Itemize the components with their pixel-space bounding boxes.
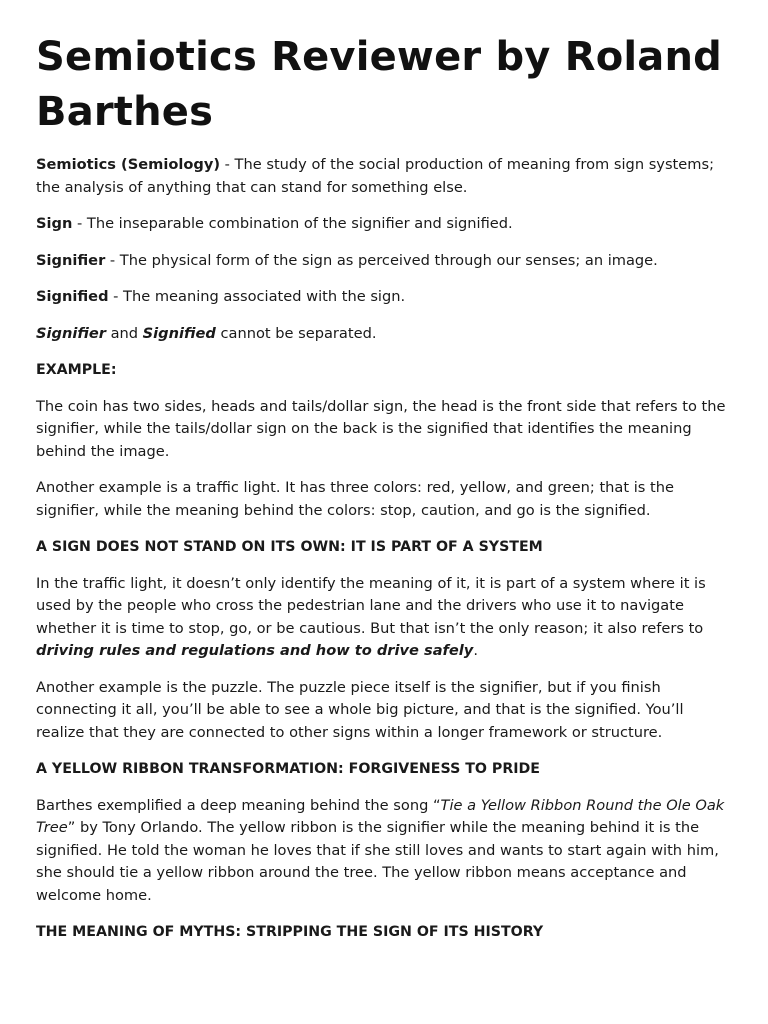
connector-text: and bbox=[105, 324, 143, 342]
myths-heading: THE MEANING OF MYTHS: STRIPPING THE SIGN OF ITS HISTORY bbox=[36, 924, 544, 940]
inseparable-statement bbox=[36, 323, 736, 346]
statement-rest: cannot be separated. bbox=[215, 324, 377, 342]
example-heading: EXAMPLE: bbox=[36, 362, 117, 378]
system-text: In the traffic light, it doesn’t only identify the meaning of it, it is part of a system where it is used by the people who cross the pedestrian lane and the drivers who use it to navigate whether it is time to stop, go, or be cautious. But that isn’t the only reason; it also refers to bbox=[36, 574, 706, 637]
definition-semiotics bbox=[36, 154, 736, 199]
definition-signified bbox=[36, 286, 736, 309]
definition-text: - The physical form of the sign as perceived through our senses; an image. bbox=[105, 251, 658, 269]
document-page bbox=[36, 30, 736, 958]
coin-paragraph: The coin has two sides, heads and tails/dollar sign, the head is the front side that refers to the signifier, while the tails/dollar sign on the back is the signified that identifies the meaning behind the image. bbox=[36, 397, 726, 460]
definition-text: - The meaning associated with the sign. bbox=[108, 288, 406, 305]
definition-signifier bbox=[36, 250, 736, 273]
song-title: Tie a Yellow Ribbon Round the Ole Oak Tree bbox=[36, 796, 725, 836]
definition-term: Semiotics (Semiology) bbox=[36, 156, 221, 173]
system-end: . bbox=[473, 642, 478, 659]
term-signifier: Signifier bbox=[36, 324, 106, 342]
definition-term: Signified bbox=[36, 288, 109, 305]
ribbon-paragraph bbox=[36, 795, 736, 908]
definition-term: Sign bbox=[36, 215, 73, 232]
definition-text: - The study of the social production of meaning from sign systems; the analysis of anything that can stand for something else. bbox=[36, 156, 714, 196]
page-title: Semiotics Reviewer by Roland Barthes bbox=[36, 34, 722, 135]
definition-sign bbox=[36, 213, 736, 236]
traffic-light-paragraph: Another example is a traffic light. It has three colors: red, yellow, and green; that is the signifier, while the meaning behind the colors: stop, caution, and go is the signified. bbox=[36, 479, 674, 519]
ribbon-heading: A YELLOW RIBBON TRANSFORMATION: FORGIVENESS TO PRIDE bbox=[36, 761, 540, 777]
ribbon-text-before: Barthes exemplified a deep meaning behind the song “ bbox=[36, 796, 441, 814]
definition-term: Signifier bbox=[36, 251, 106, 269]
puzzle-paragraph: Another example is the puzzle. The puzzle piece itself is the signifier, but if you finish connecting it all, you’ll be able to see a whole big picture, and that is the signified. You’ll realize that they are connected to other signs within a longer framework or structure. bbox=[36, 678, 684, 741]
definition-text: - The inseparable combination of the signifier and signified. bbox=[72, 215, 513, 232]
system-heading: A SIGN DOES NOT STAND ON ITS OWN: IT IS PART OF A SYSTEM bbox=[36, 539, 543, 555]
system-emphasis: driving rules and regulations and how to drive safely bbox=[36, 642, 474, 659]
ribbon-text-after: ” by Tony Orlando. The yellow ribbon is the signifier while the meaning behind it is the signified. He told the woman he loves that if she still loves and wants to start again with him, she should tie a yellow ribbon around the tree. The yellow ribbon means acceptance and welcome home. bbox=[36, 819, 719, 904]
system-paragraph bbox=[36, 573, 736, 663]
term-signified: Signified bbox=[142, 324, 216, 342]
